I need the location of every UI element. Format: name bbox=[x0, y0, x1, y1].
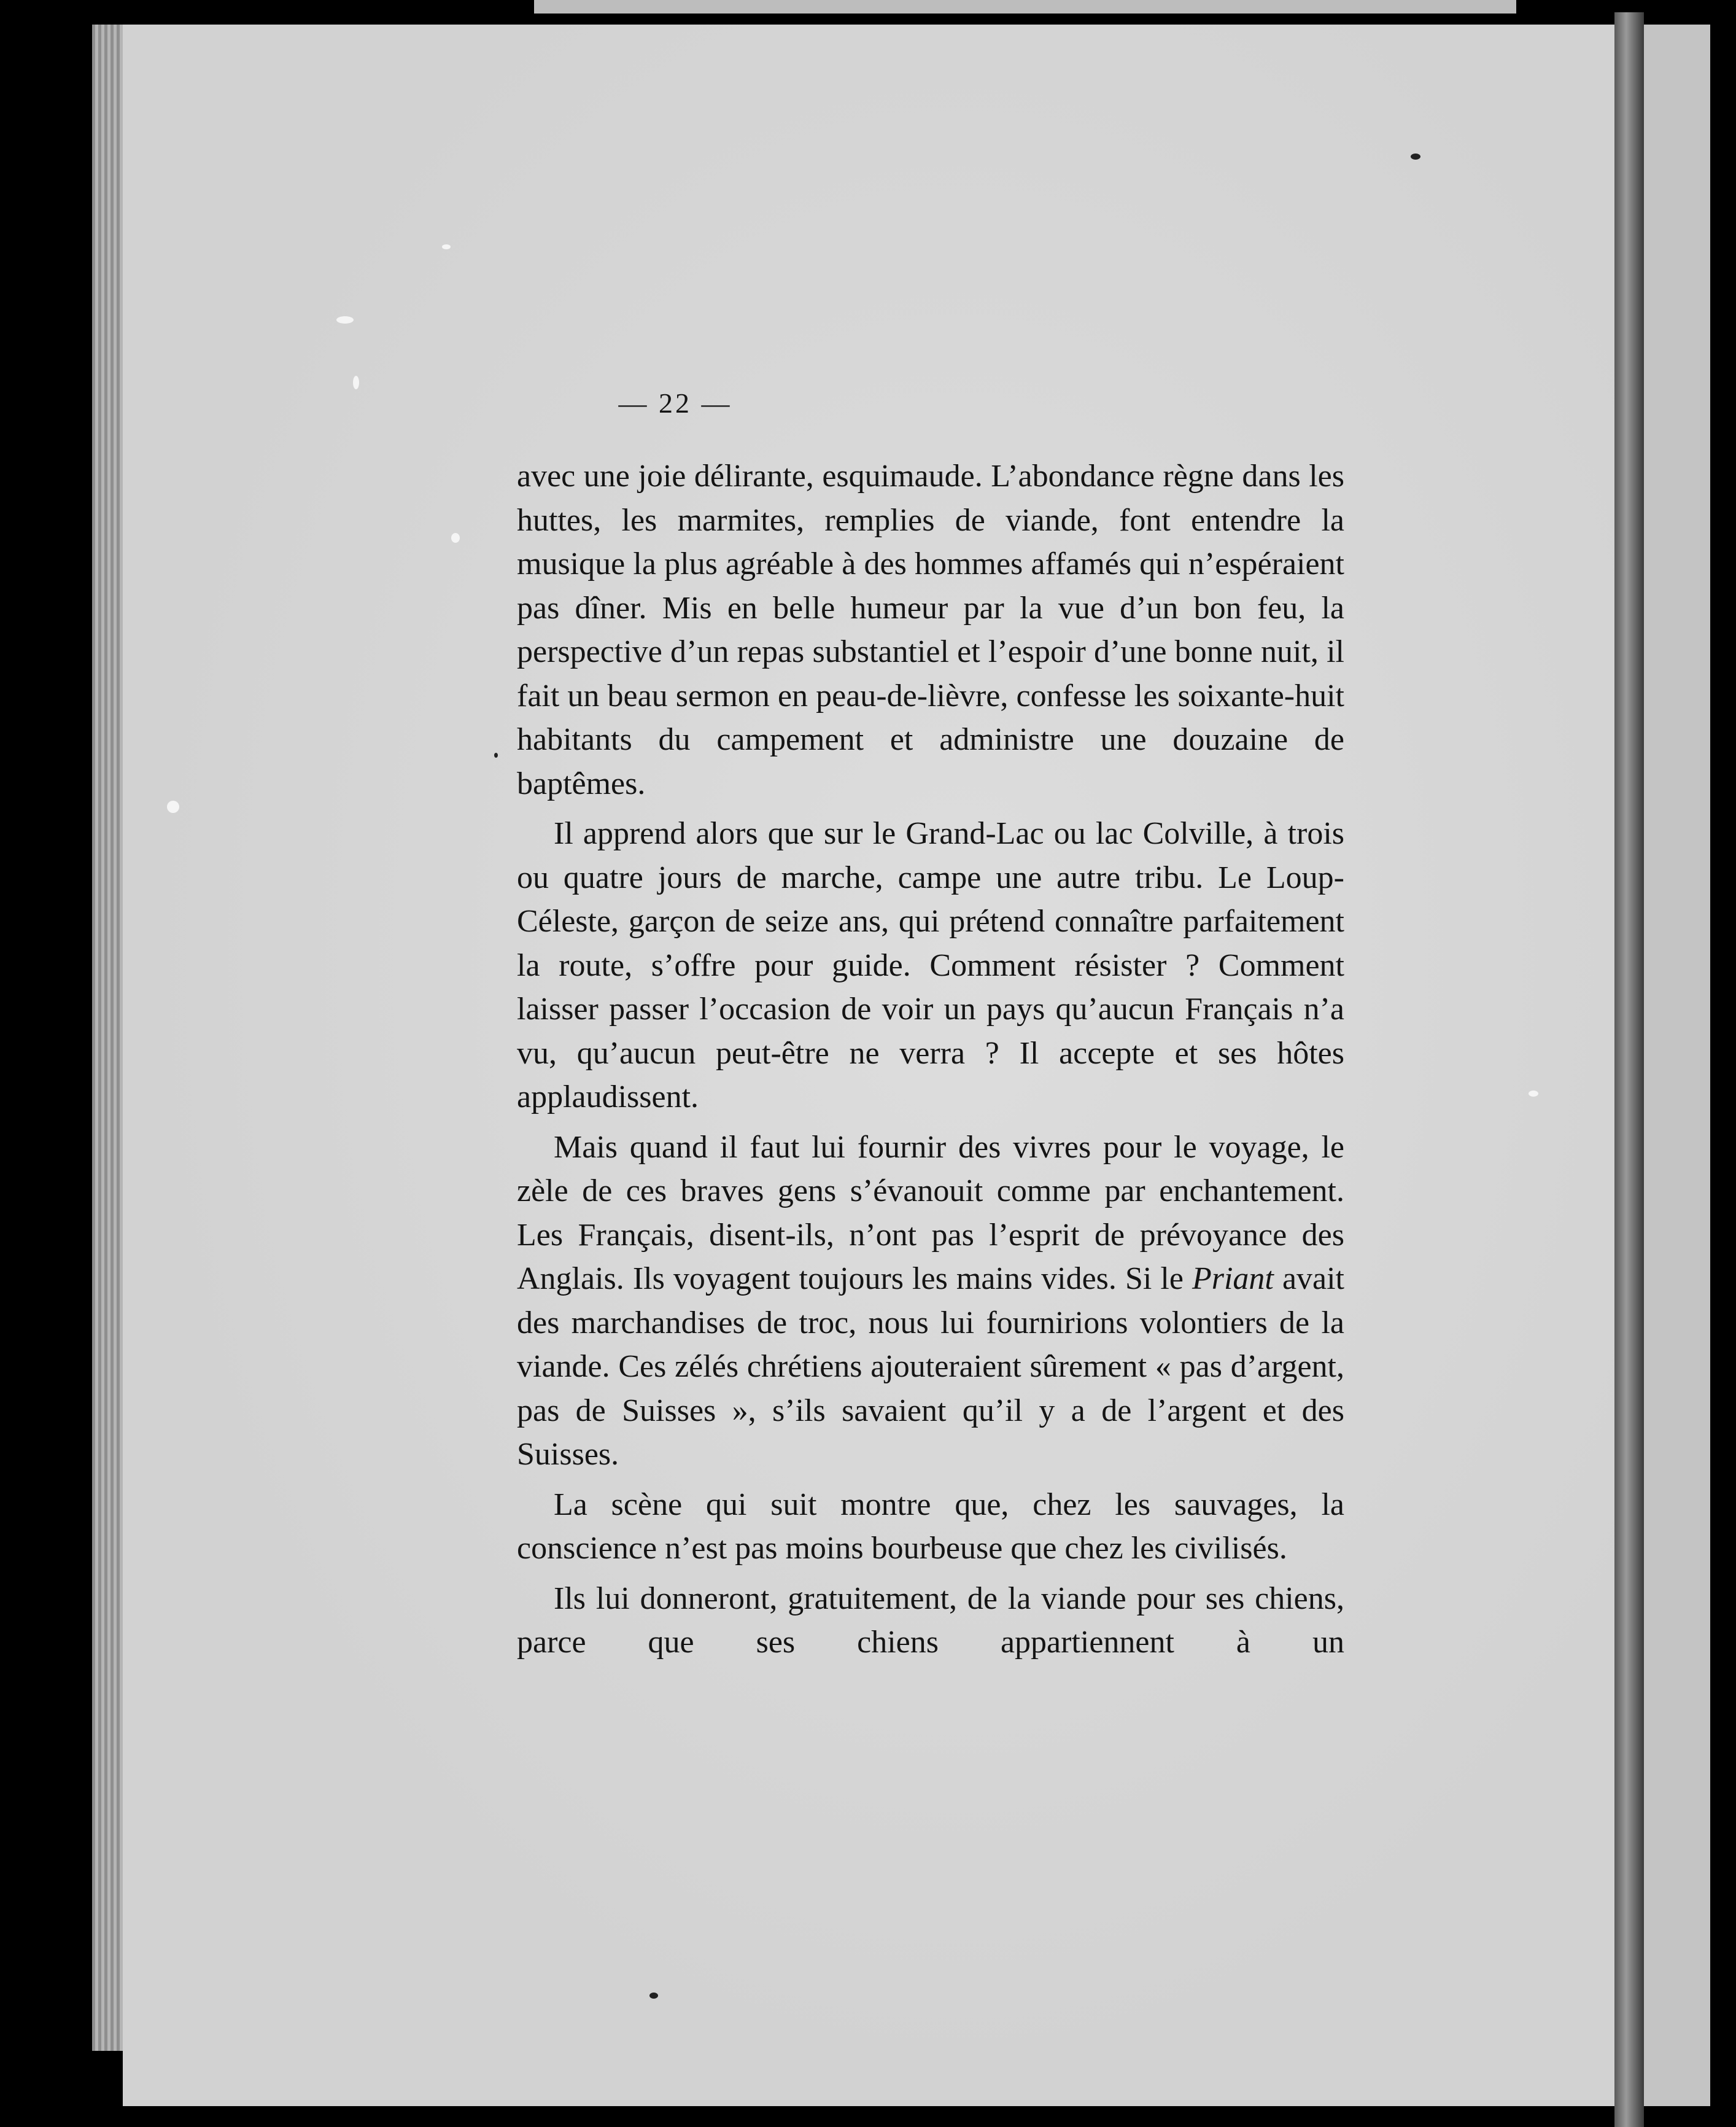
paragraph bbox=[517, 1126, 1344, 1477]
ink-mark bbox=[649, 1993, 658, 1999]
paragraph: avec une joie délirante, esquimaude. L’abondance règne dans les huttes, les marmites, remplies de viande, font entendre la musique la plus agréable à des hommes affamés qui n’espéraient pas dîner. Mis en belle humeur par la vue d’un bon feu, la perspective d’un repas substantiel et l’espoir d’une bonne nuit, il fait un beau sermon en peau-de-lièvre, confesse les soixante-huit habitants du campement et administre une douzaine de baptêmes. bbox=[517, 459, 1344, 801]
paragraph-text: avait des marchandises de troc, nous lui fournirions volontiers de la viande. Ces zélés chrétiens ajouteraient sûrement « pas d’argent, pas de Suisses », s’ils savaient qu’il y a de l’argent et des Suisses. bbox=[517, 1261, 1345, 1472]
dust-speck bbox=[167, 801, 179, 813]
body-text bbox=[517, 454, 1344, 1671]
page-number: — 22 — bbox=[618, 387, 732, 419]
dust-speck bbox=[442, 244, 451, 249]
dust-speck bbox=[353, 376, 359, 389]
top-page-edge bbox=[534, 0, 1516, 14]
paragraph-text: Mais quand il faut lui fournir des vivres pour le voyage, le zèle de ces braves gens s’évanouit comme par enchantement. Les Français, disent-ils, n’ont pas l’esprit de prévoyance des Anglais. Ils voyagent toujours les mains vides. Si le bbox=[517, 1129, 1344, 1296]
dust-speck bbox=[451, 533, 460, 543]
facing-page-edge bbox=[1644, 25, 1710, 2106]
paragraph: Ils lui donneront, gratuitement, de la viande pour ses chiens, parce que ses chiens appartiennent à un bbox=[517, 1581, 1344, 1660]
italic-title: Priant bbox=[1192, 1261, 1274, 1296]
ink-mark bbox=[494, 753, 498, 758]
paragraph: La scène qui suit montre que, chez les sauvages, la conscience n’est pas moins bourbeuse que chez les civilisés. bbox=[517, 1487, 1344, 1566]
paragraph: Il apprend alors que sur le Grand-Lac ou lac Colville, à trois ou quatre jours de marche, campe une autre tribu. Le Loup-Céleste, garçon de seize ans, qui prétend connaître parfaitement la route, s’offre pour guide. Comment résister ? Comment laisser passer l’occasion de voir un pays qu’aucun Français n’a vu, qu’aucun peut-être ne verra ? Il accepte et ses hôtes applaudissent. bbox=[517, 816, 1344, 1114]
dust-speck bbox=[1529, 1091, 1538, 1097]
ink-mark bbox=[1411, 154, 1420, 160]
book-spine bbox=[1614, 12, 1644, 2127]
dust-speck bbox=[336, 316, 354, 324]
